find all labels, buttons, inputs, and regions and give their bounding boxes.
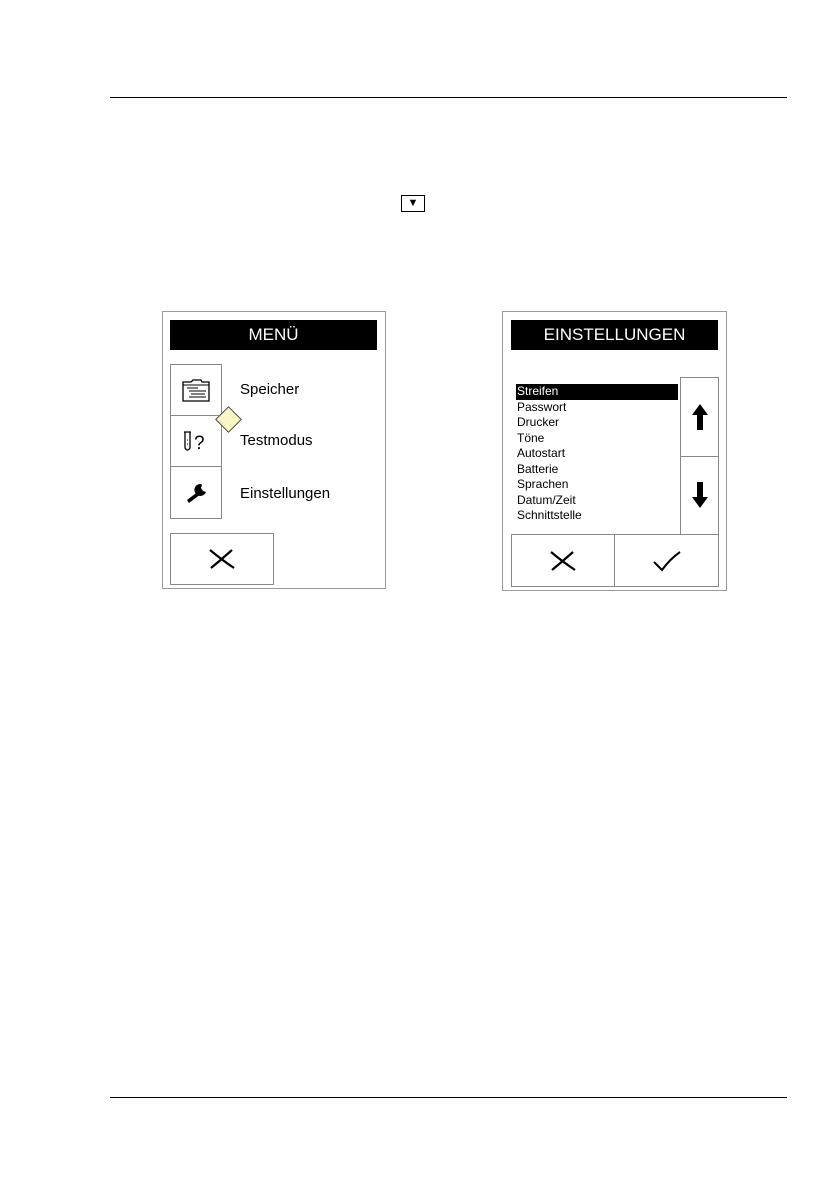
list-item[interactable]: Sprachen bbox=[517, 477, 569, 491]
down-key-icon bbox=[401, 195, 425, 212]
menu-label-speicher: Speicher bbox=[240, 381, 300, 398]
close-icon bbox=[548, 550, 578, 572]
settings-screen bbox=[502, 311, 727, 591]
svg-text:?: ? bbox=[194, 433, 205, 454]
list-item[interactable]: Töne bbox=[517, 430, 545, 445]
settings-cancel-button[interactable] bbox=[511, 534, 615, 587]
settings-list bbox=[516, 384, 678, 524]
scroll-up-button[interactable] bbox=[681, 378, 718, 457]
scroll-down-button[interactable] bbox=[681, 456, 718, 534]
list-item[interactable]: Drucker bbox=[517, 415, 560, 429]
settings-confirm-button[interactable] bbox=[614, 534, 719, 587]
down-key-symbol: ▼ bbox=[407, 197, 419, 209]
list-item[interactable]: Streifen bbox=[516, 384, 678, 400]
menu-label-einstellungen: Einstellungen bbox=[240, 485, 331, 502]
header-rule bbox=[110, 97, 787, 98]
menu-screen bbox=[162, 311, 386, 589]
menu-item-einstellungen[interactable] bbox=[171, 467, 221, 518]
wrench-icon bbox=[182, 481, 210, 505]
list-item[interactable]: Autostart bbox=[517, 446, 566, 460]
checkmark-icon bbox=[652, 550, 682, 572]
list-item[interactable]: Datum/Zeit bbox=[517, 492, 576, 507]
footer-rule bbox=[110, 1097, 787, 1098]
menu-title: MENÜ bbox=[170, 320, 377, 350]
settings-title: EINSTELLUNGEN bbox=[511, 320, 718, 350]
arrow-up-icon bbox=[691, 403, 709, 431]
menu-item-speicher[interactable] bbox=[171, 365, 221, 416]
close-icon bbox=[207, 548, 237, 570]
menu-cancel-button[interactable] bbox=[170, 533, 274, 585]
arrow-down-icon bbox=[691, 481, 709, 509]
test-tube-question-icon bbox=[179, 428, 213, 454]
menu-icon-column bbox=[170, 364, 222, 519]
scroll-controls bbox=[680, 377, 719, 535]
list-item[interactable]: Passwort bbox=[517, 399, 567, 414]
menu-label-testmodus: Testmodus bbox=[240, 432, 313, 449]
list-item[interactable]: Batterie bbox=[517, 461, 559, 476]
folder-list-icon bbox=[181, 377, 211, 403]
menu-item-testmodus[interactable] bbox=[171, 416, 221, 467]
list-item[interactable]: Schnittstelle bbox=[517, 508, 582, 522]
